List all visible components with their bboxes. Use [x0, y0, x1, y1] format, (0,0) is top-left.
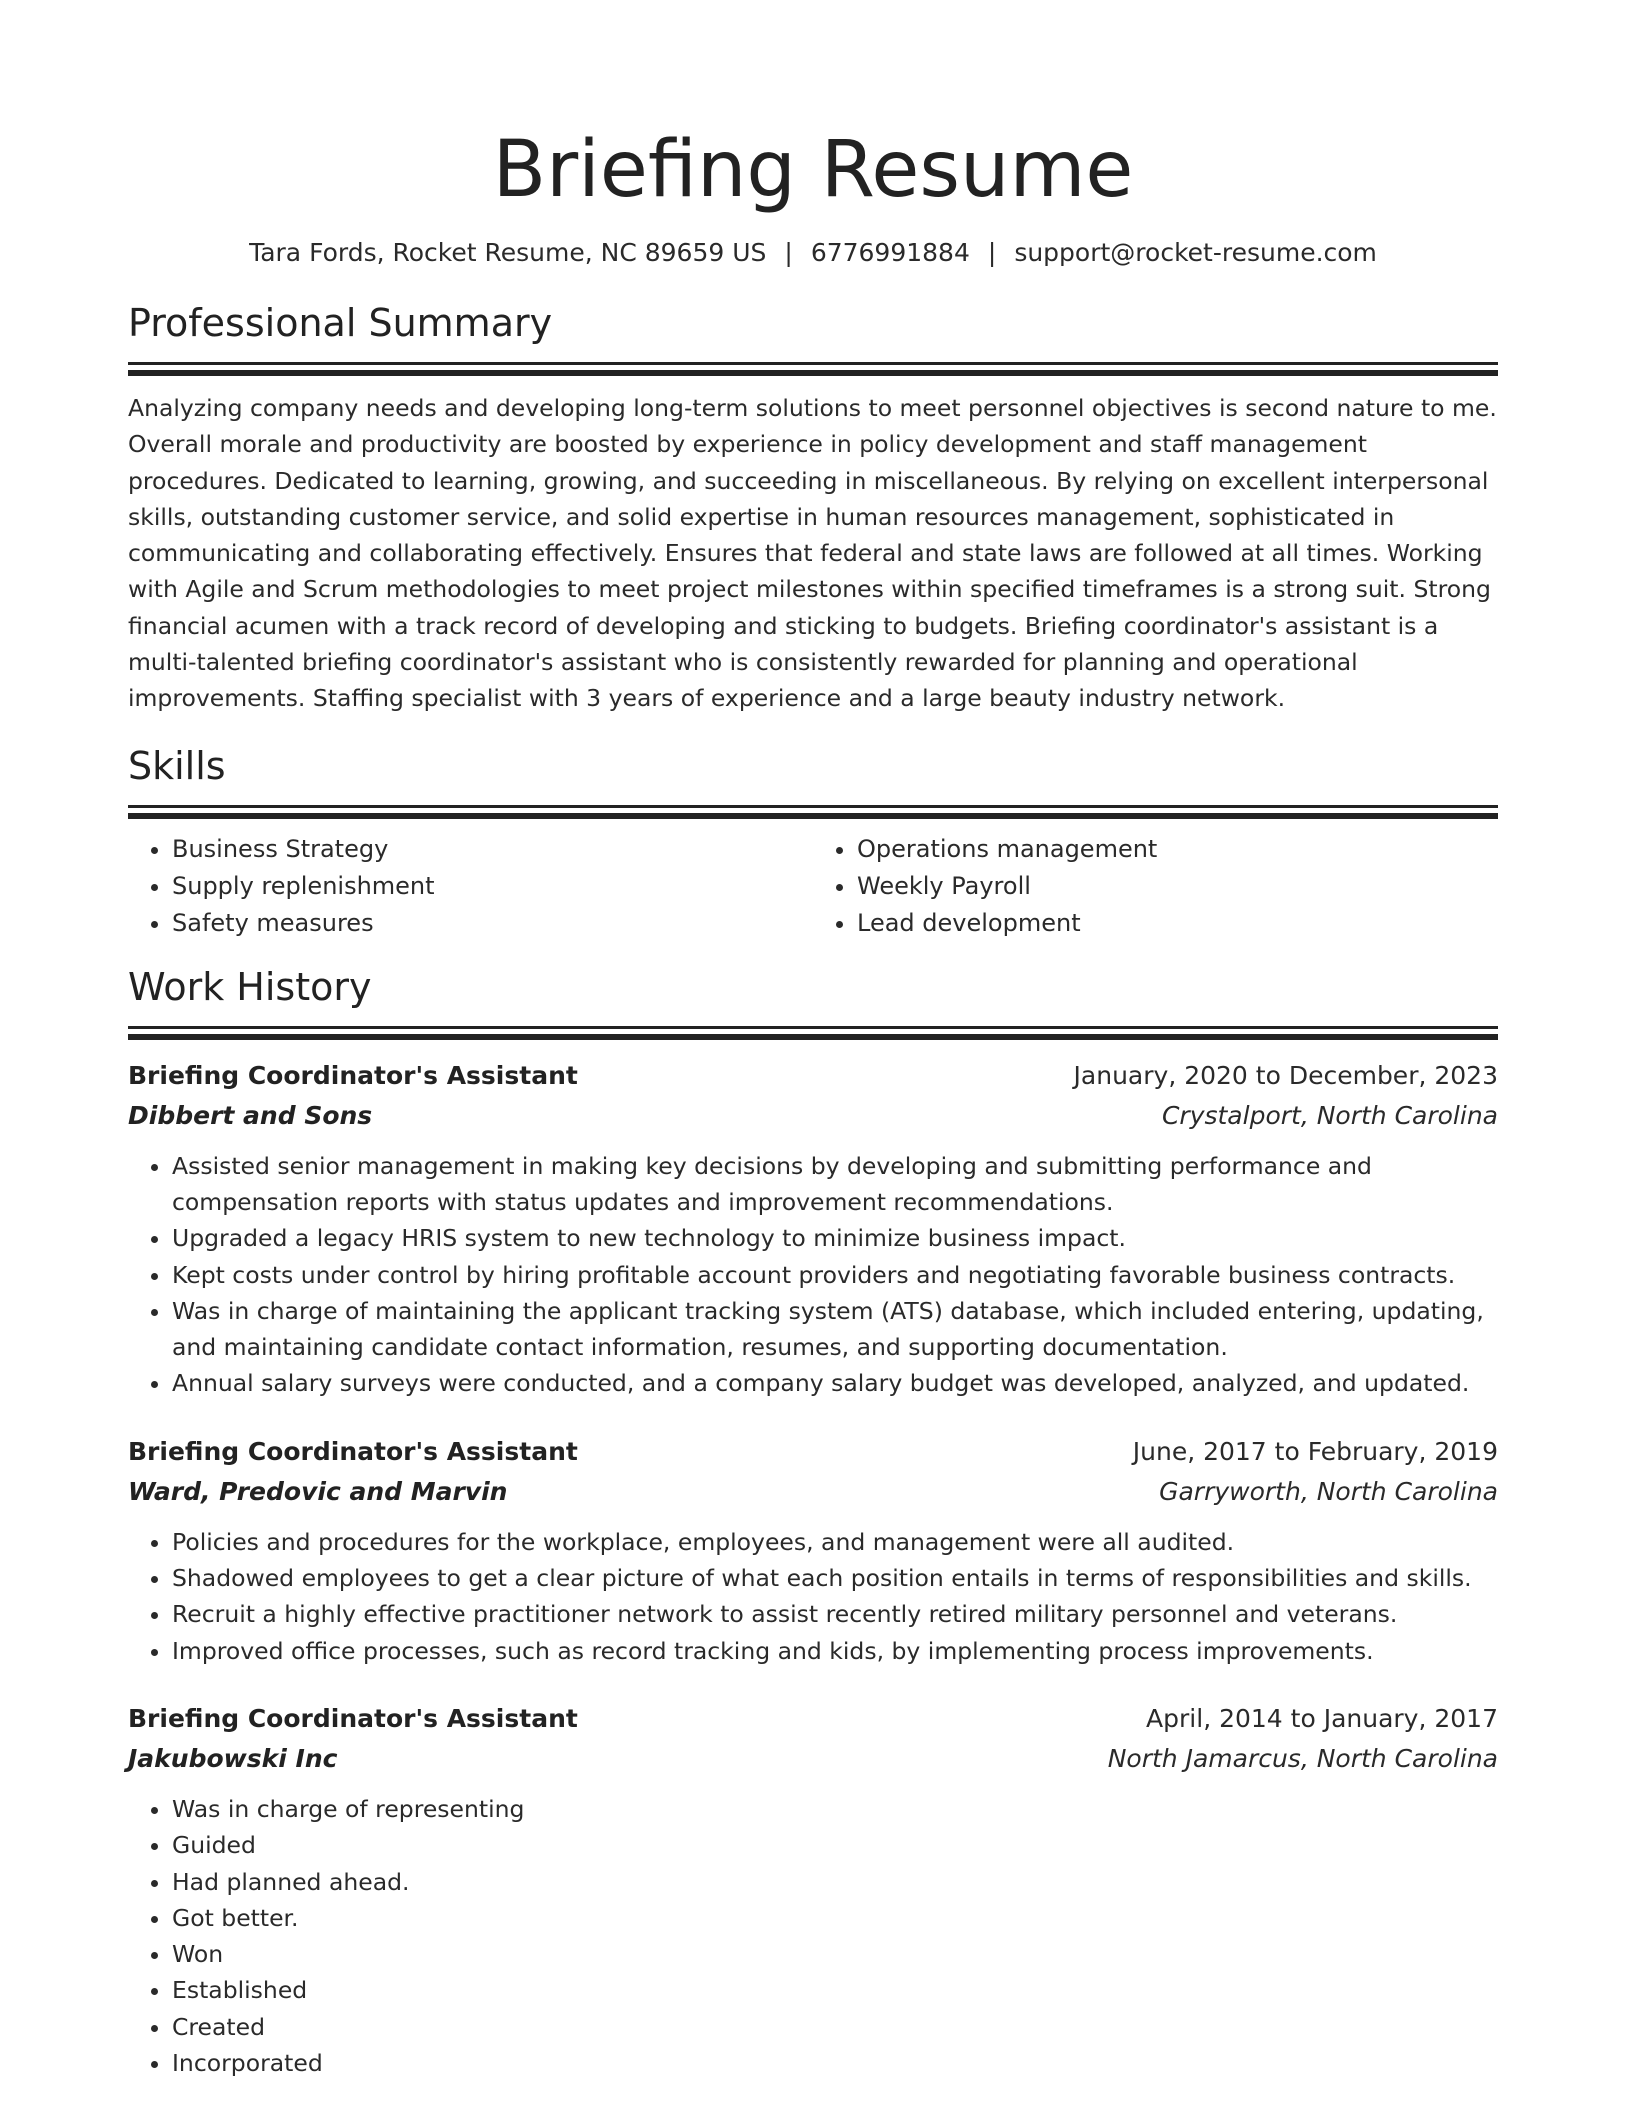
job-bullet: • Incorporated: [172, 2045, 1498, 2081]
job-bullet: • Had planned ahead.: [172, 1864, 1498, 1900]
job-bullet: • Upgraded a legacy HRIS system to new technology to minimize business impact.: [172, 1220, 1498, 1256]
job-location: Crystalport, North Carolina: [1161, 1100, 1498, 1130]
job-header: [128, 1699, 1498, 1739]
job-bullet: • Guided: [172, 1827, 1498, 1863]
skill-item: • Business Strategy: [172, 831, 813, 868]
section-divider: [128, 805, 1498, 808]
job-bullets: [128, 1524, 1498, 1669]
job-header: [128, 1432, 1498, 1472]
job-title: Briefing Coordinator's Assistant: [128, 1060, 578, 1090]
job-bullet: • Recruit a highly effective practitioner network to assist recently retired military personnel and veterans.: [172, 1596, 1498, 1632]
skills-column-left: [128, 831, 813, 942]
section-divider: [128, 362, 1498, 365]
skill-item: • Weekly Payroll: [857, 868, 1498, 905]
job-subheader: [128, 1739, 1498, 1779]
contact-email: support@rocket-resume.com: [1014, 238, 1377, 267]
job-dates: April, 2014 to January, 2017: [1146, 1703, 1498, 1733]
job-bullet: • Won: [172, 1936, 1498, 1972]
job-entry: [128, 1699, 1498, 2081]
job-company: Jakubowski Inc: [128, 1743, 338, 1773]
section-divider-thick: [128, 370, 1498, 376]
section-divider-thick: [128, 813, 1498, 819]
job-bullet: • Was in charge of maintaining the applicant tracking system (ATS) database, which included entering, updating, and maintaining candidate contact information, resumes, and supporting documentation.: [172, 1293, 1498, 1366]
skills-grid: [128, 831, 1498, 942]
job-bullet: • Kept costs under control by hiring profitable account providers and negotiating favorable business contracts.: [172, 1257, 1498, 1293]
work-history-section: [128, 964, 1498, 2082]
job-company: Ward, Predovic and Marvin: [128, 1476, 508, 1506]
job-dates: January, 2020 to December, 2023: [1073, 1060, 1498, 1090]
skills-column-right: [813, 831, 1498, 942]
section-heading-skills: Skills: [128, 743, 226, 788]
section-heading-summary: Professional Summary: [128, 301, 553, 345]
job-bullet: • Was in charge of representing: [172, 1791, 1498, 1827]
section-divider: [128, 1026, 1498, 1029]
job-bullet: • Created: [172, 2009, 1498, 2045]
resume-title: Briefing Resume: [492, 125, 1134, 215]
contact-separator: |: [784, 238, 793, 267]
skill-item: • Lead development: [857, 905, 1498, 942]
job-location: Garryworth, North Carolina: [1159, 1476, 1498, 1506]
skill-item: • Supply replenishment: [172, 868, 813, 905]
job-bullet: • Established: [172, 1972, 1498, 2008]
job-bullets: [128, 1148, 1498, 1402]
section-heading-work-history: Work History: [128, 964, 372, 1009]
contact-phone: 6776991884: [810, 238, 970, 267]
skills-section: [128, 743, 1498, 942]
contact-address: Tara Fords, Rocket Resume, NC 89659 US: [249, 238, 767, 267]
job-dates: June, 2017 to February, 2019: [1132, 1436, 1498, 1466]
job-bullets: [128, 1791, 1498, 2081]
job-bullet: • Policies and procedures for the workplace, employees, and management were all audited.: [172, 1524, 1498, 1560]
job-location: North Jamarcus, North Carolina: [1107, 1743, 1498, 1773]
job-entry: [128, 1432, 1498, 1669]
job-subheader: [128, 1472, 1498, 1512]
job-company: Dibbert and Sons: [128, 1100, 373, 1130]
job-subheader: [128, 1096, 1498, 1136]
summary-text: Analyzing company needs and developing long-term solutions to meet personnel objectives is second nature to me. Overall morale and productivity are boosted by experience in policy development and staff management procedures. Dedicated to learning, growing, and succeeding in miscellaneous. By relying on excellent interpersonal skills, outstanding customer service, and solid expertise in human resources management, sophisticated in communicating and collaborating effectively. Ensures that federal and state laws are followed at all times. Working with Agile and Scrum methodologies to meet project milestones within specified timeframes is a strong suit. Strong financial acumen with a track record of developing and sticking to budgets. Briefing coordinator's assistant is a multi-talented briefing coordinator's assistant who is consistently rewarded for planning and operational improvements. Staffing specialist with 3 years of experience and a large beauty industry network.: [128, 394, 1497, 713]
section-divider-thick: [128, 1034, 1498, 1040]
job-bullet: • Improved office processes, such as record tracking and kids, by implementing process improvements.: [172, 1633, 1498, 1669]
contact-line: [128, 236, 1498, 270]
job-bullet: • Assisted senior management in making key decisions by developing and submitting performance and compensation reports with status updates and improvement recommendations.: [172, 1148, 1498, 1221]
job-bullet: • Got better.: [172, 1900, 1498, 1936]
job-bullet: • Shadowed employees to get a clear picture of what each position entails in terms of responsibilities and skills.: [172, 1560, 1498, 1596]
summary-section: [128, 300, 1498, 717]
contact-separator: |: [987, 238, 997, 267]
job-title: Briefing Coordinator's Assistant: [128, 1703, 578, 1733]
job-header: [128, 1056, 1498, 1096]
job-entry: [128, 1056, 1498, 1402]
skill-item: • Safety measures: [172, 905, 813, 942]
skill-item: • Operations management: [857, 831, 1498, 868]
job-title: Briefing Coordinator's Assistant: [128, 1436, 578, 1466]
job-bullet: • Annual salary surveys were conducted, and a company salary budget was developed, analyzed, and updated.: [172, 1365, 1498, 1401]
